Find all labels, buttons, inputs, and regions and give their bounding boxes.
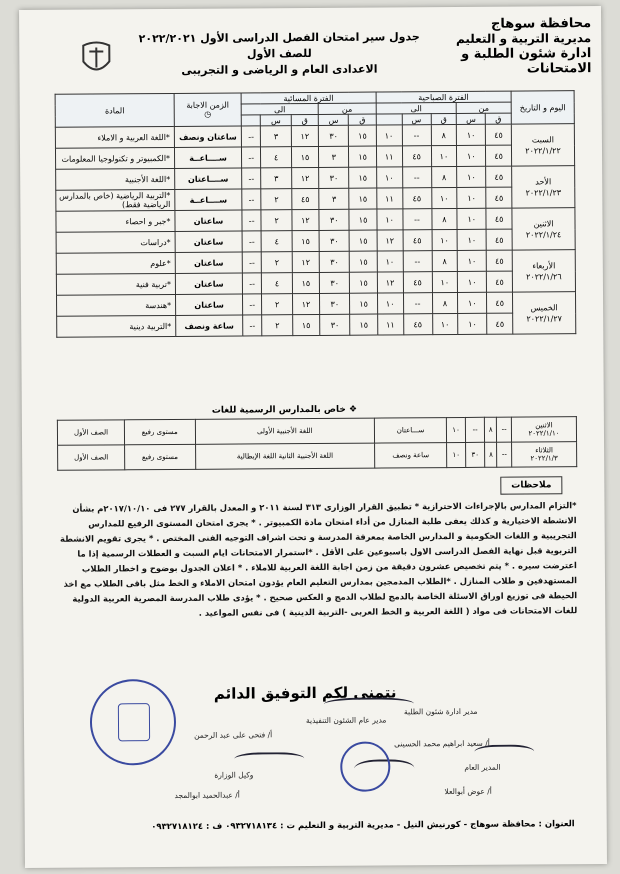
- time-cell: --: [403, 209, 432, 230]
- lang-body: [57, 417, 576, 471]
- governorate-name: محافظة سوهاج: [490, 16, 592, 32]
- handwritten-signature: [474, 744, 534, 762]
- subject-cell: *تربية فنية: [56, 273, 175, 295]
- header-morning: الفترة الصباحية: [376, 91, 511, 103]
- time-cell: ١٠: [457, 187, 486, 208]
- time-cell: --: [242, 294, 262, 315]
- time-cell: ١٥: [292, 314, 319, 335]
- time-cell: ١٠: [457, 166, 486, 187]
- duration-cell: ساعة ونصف: [176, 315, 243, 336]
- lang-grade: الصف الأول: [58, 445, 125, 470]
- time-cell: ٤٥: [403, 272, 432, 293]
- time-cell: ١٠: [431, 145, 457, 166]
- time-cell: ١٠: [457, 124, 486, 145]
- title-line-2: الاعدادى العام و الرياضى و التجريبى: [181, 62, 378, 77]
- time-cell: --: [242, 189, 262, 210]
- time-cell: ١٠: [376, 125, 402, 146]
- duration-cell: ساعتان: [175, 252, 242, 273]
- header-s: س: [457, 113, 486, 124]
- header-subject: المادة: [55, 93, 174, 127]
- lang-time-cell: ٨: [485, 442, 497, 467]
- time-cell: ١١: [376, 188, 402, 209]
- header-morning-to: الى: [376, 102, 457, 114]
- duration-cell: ســــاعتان: [175, 168, 242, 189]
- time-cell: ٣: [261, 168, 292, 189]
- time-cell: ٣٠: [319, 272, 350, 293]
- subject-cell: *اللغة الأجنبية: [56, 168, 175, 190]
- time-cell: ١٢: [292, 251, 319, 272]
- lang-subject: اللغة الأجنبية الثانية اللغة الإيطالية: [195, 443, 375, 469]
- lang-day-date: [511, 417, 576, 442]
- lang-duration: ساعة ونصف: [375, 443, 447, 469]
- header-q: ق: [349, 114, 376, 125]
- lang-time-cell: ١٠: [447, 442, 466, 467]
- signature-title-4: وكيل الوزارة: [214, 770, 254, 780]
- official-seal-icon: [340, 741, 390, 791]
- day-date-cell: [512, 292, 575, 334]
- footer-address: العنوان : محافظة سوهاج - كورنيش النيل - مديرية التربية و التعليم ت : ٠٩٣٢٧١٨١٣٤ ف : ٠٩٣٢٧١٨١٢٤: [151, 819, 575, 833]
- time-cell: ٤٥: [486, 208, 512, 229]
- time-cell: ٨: [431, 124, 457, 145]
- time-cell: ١٠: [377, 209, 403, 230]
- header-day-date: اليوم و التاريخ: [511, 91, 574, 124]
- time-cell: --: [242, 168, 262, 189]
- time-cell: ٢: [261, 189, 292, 210]
- duration-cell: ساعتان ونصف: [174, 126, 241, 147]
- time-cell: ٣: [261, 126, 292, 147]
- time-cell: --: [403, 293, 432, 314]
- time-cell: ١٠: [458, 271, 487, 292]
- bullet-icon: ❖: [348, 404, 358, 415]
- time-cell: ٤٥: [403, 314, 432, 335]
- time-cell: ٤: [261, 147, 292, 168]
- day-name: السبت: [531, 134, 554, 144]
- lang-row: [57, 417, 576, 446]
- duration-cell: ساعتان: [175, 210, 242, 231]
- time-cell: ٤٥: [486, 124, 512, 145]
- header-morning-from: من: [456, 102, 511, 113]
- time-cell: ٤٥: [486, 166, 512, 187]
- notes-text: *التزام المدارس بالإجراءات الاحترازية * تطبيق القرار الوزارى ٣١٣ لسنة ٢٠١١ و المعدل بالقرار ٢٧٧ فى ٢٠١٧/١٠/١٠م بشأن الانشطة الاختيارية و كذلك يعفى طلبة المنازل من أداء امتحان مادة الكمبيوتر . * يجرى امتحان المستوى الرفيع للمدارس التجريبية و اللغات الحكومية و المدارس الخاصة بمعرفة المدرسة و تحت اشراف التوجيه الفنى المختص . * يجرى تقويم الانشطة التربوية قبل نهاية الفصل الدراسى الاول باسبوعين على الأقل . *استمرار الامتحانات ايام السبت و العطلات الرسمية إذا ما اعترضت سيره . * يتم تخصيص عشرون دقيقة من زمن اجابة اللغة العربية للاملاء . * اعلان الجدول بوضوح و اخطار الطلاب المستهدفين و طلاب المنازل . *الطلاب المدمجين بمدارس التعليم العام يؤدون امتحان الاملاء و الخط مثل باقى الطلاب مع اخذ الحيطة فى توزيع اوراق الاسئلة الخاصة بالدمج لطلاب الدمج و العكس صحيح . * يؤدى طلاب المدرسة المصرية العربية الدولية للغات الامتحانات فى مواد ( اللغة العربية و الخط العربى -التربية الدينية ) فى نفس المواعيد .: [59, 500, 578, 618]
- time-cell: ١٠: [457, 208, 486, 229]
- time-cell: ٤٥: [486, 250, 512, 271]
- time-cell: ٣٠: [319, 209, 350, 230]
- time-cell: ١٥: [292, 272, 319, 293]
- signature-name-3: أ/ عبدالحميد ابوالمجد: [174, 790, 240, 800]
- exam-date: ٢٠٢٢/١/٢٦: [526, 271, 562, 282]
- exam-schedule-table: [55, 90, 577, 338]
- time-cell: ٢: [262, 315, 293, 336]
- time-cell: ١٠: [457, 229, 486, 250]
- subject-cell: *علوم: [56, 252, 175, 274]
- time-cell: ١٠: [431, 187, 457, 208]
- time-cell: ١١: [377, 314, 403, 335]
- time-cell: ١٥: [350, 251, 377, 272]
- time-cell: ١٢: [292, 293, 319, 314]
- lang-time-cell: --: [466, 417, 485, 442]
- time-cell: --: [242, 231, 262, 252]
- time-cell: ٤٥: [486, 187, 512, 208]
- time-cell: ١٥: [350, 293, 377, 314]
- time-cell: ١٢: [377, 272, 403, 293]
- time-cell: ٣٠: [319, 230, 350, 251]
- time-cell: ١٥: [349, 146, 376, 167]
- subject-cell: *جبر و احصاء: [56, 210, 175, 232]
- time-cell: ٨: [432, 250, 458, 271]
- lang-level: مستوى رفيع: [125, 444, 196, 469]
- time-cell: ٣٠: [319, 167, 350, 188]
- signature-title-3: المدير العام: [464, 762, 501, 772]
- header-s: س: [318, 114, 349, 125]
- exam-date: ٢٠٢٢/١/٢٢: [525, 145, 561, 156]
- exam-schedule-document: [19, 6, 607, 868]
- time-cell: ١٠: [458, 313, 487, 334]
- header-blank: [241, 115, 260, 126]
- time-cell: ١٥: [349, 209, 376, 230]
- time-cell: ٤٥: [292, 188, 319, 209]
- time-cell: ٨: [432, 292, 458, 313]
- handwritten-signature: [324, 697, 414, 714]
- lang-section-text: خاص بالمدارس الرسمية للغات: [211, 404, 346, 416]
- time-cell: ١٢: [292, 209, 319, 230]
- handwritten-signature: [234, 752, 304, 768]
- lang-time-cell: ٣٠: [466, 442, 485, 467]
- subject-cell: *التربية دينية: [57, 315, 176, 337]
- time-cell: ٤٥: [403, 230, 432, 251]
- time-cell: ٣٠: [319, 251, 350, 272]
- time-cell: ٤٥: [487, 313, 513, 334]
- lang-level: مستوى رفيع: [124, 419, 195, 444]
- time-cell: ٤: [261, 231, 292, 252]
- time-cell: ٣٠: [320, 293, 351, 314]
- time-cell: --: [242, 252, 262, 273]
- time-cell: ١٠: [432, 313, 458, 334]
- time-cell: ١٢: [291, 167, 318, 188]
- exam-date: ٢٠٢٢/١/٢٧: [526, 313, 562, 324]
- lang-time-cell: ١٠: [446, 417, 465, 442]
- day-name: الأحد: [535, 176, 552, 186]
- document-title: [129, 29, 429, 79]
- day-date-cell: [512, 250, 575, 292]
- header-s: س: [261, 115, 292, 126]
- signature-name-4: أ/ فتحى على عبد الرحمن: [194, 730, 273, 740]
- lang-time-cell: --: [497, 417, 512, 442]
- time-cell: ١٠: [432, 271, 458, 292]
- duration-cell: ساعتان: [176, 294, 243, 315]
- time-cell: ٢: [262, 252, 293, 273]
- time-cell: ١٥: [349, 167, 376, 188]
- clock-icon: ◷: [204, 109, 212, 119]
- time-cell: ٤٥: [487, 292, 513, 313]
- subject-cell: *هندسة: [57, 294, 176, 316]
- ministry-logo-icon: [79, 39, 113, 79]
- time-cell: ١١: [376, 146, 402, 167]
- lang-section-title: [212, 405, 357, 416]
- schedule-body: [55, 124, 575, 338]
- signature-name-2: أ/ عوض أبوالعلا: [444, 786, 492, 797]
- time-cell: ١٠: [457, 250, 486, 271]
- time-cell: ١٠: [376, 167, 402, 188]
- time-cell: --: [241, 126, 261, 147]
- time-cell: ١٢: [377, 230, 403, 251]
- time-cell: --: [243, 315, 263, 336]
- subject-cell: *دراسات: [56, 231, 175, 253]
- time-cell: ٤٥: [487, 271, 513, 292]
- header-q: ق: [291, 114, 318, 125]
- time-cell: --: [242, 273, 262, 294]
- time-cell: ٣: [318, 146, 349, 167]
- notes-label: ملاحظات: [500, 476, 562, 494]
- time-cell: --: [402, 167, 431, 188]
- day-date-cell: [512, 208, 575, 250]
- time-cell: ١٥: [350, 272, 377, 293]
- header-q: ق: [431, 113, 457, 124]
- duration-label: الزمن الاجابة: [186, 100, 230, 110]
- lang-time-cell: --: [497, 442, 512, 467]
- header-s: س: [402, 114, 431, 125]
- lang-day-date: [512, 442, 577, 467]
- time-cell: ١٥: [349, 125, 376, 146]
- time-cell: ١٠: [377, 251, 403, 272]
- time-cell: ٣٠: [318, 125, 349, 146]
- header-evening-from: من: [318, 103, 376, 114]
- subject-cell: *الكمبيوتر و تكنولوجيا المعلومات: [55, 147, 174, 169]
- time-cell: ٣٠: [320, 314, 351, 335]
- administration-name: ادارة شئون الطلبة و الامتحانات: [461, 46, 592, 77]
- header-blank: [376, 114, 402, 125]
- lang-date: ٢٠٢٢/١/١٠: [528, 429, 560, 438]
- title-line-1: جدول سير امتحان الفصل الدراسى الأول ٢٠٢٢/٢٠٢١ للصف الأول: [138, 30, 420, 61]
- lang-subject: اللغة الأجنبية الأولى: [195, 418, 375, 444]
- time-cell: ١٥: [292, 230, 319, 251]
- time-cell: ٢: [261, 210, 292, 231]
- duration-cell: ساعتان: [175, 273, 242, 294]
- time-cell: --: [403, 251, 432, 272]
- time-cell: ٣: [319, 188, 350, 209]
- lang-duration: ســـاعتان: [374, 418, 446, 444]
- duration-cell: ســــاعــة: [174, 147, 241, 168]
- time-cell: ٨: [431, 166, 457, 187]
- exam-date: ٢٠٢٢/١/٢٣: [525, 187, 562, 198]
- day-name: الخميس: [530, 302, 558, 312]
- time-cell: ١٥: [350, 314, 377, 335]
- duration-cell: ساعتان: [175, 231, 242, 252]
- time-cell: ١٠: [377, 293, 403, 314]
- duration-cell: ســــاعــة: [175, 189, 242, 210]
- day-name: الاثنين: [533, 218, 554, 228]
- header-duration: [174, 93, 241, 126]
- lang-time-cell: ٨: [485, 417, 497, 442]
- signature-title-2: مدير ادارة شئون الطلبة: [403, 706, 478, 717]
- lang-row: [58, 442, 577, 471]
- day-date-cell: [511, 124, 574, 166]
- header-q: ق: [485, 113, 511, 124]
- day-name: الأربعاء: [532, 260, 556, 270]
- time-cell: ١٠: [458, 292, 487, 313]
- header-evening: الفترة المسائية: [241, 92, 376, 104]
- header-block: [421, 16, 591, 77]
- time-cell: ٨: [431, 208, 457, 229]
- time-cell: --: [241, 147, 261, 168]
- official-seal-icon: [90, 679, 177, 766]
- time-cell: ٤٥: [486, 145, 512, 166]
- time-cell: ٤٥: [402, 188, 431, 209]
- lang-day: الاثنين: [535, 421, 553, 430]
- time-cell: ٤: [262, 273, 293, 294]
- time-cell: --: [242, 210, 262, 231]
- time-cell: ١٥: [291, 146, 318, 167]
- subject-cell: *اللغة العربية و الاملاء: [55, 126, 174, 148]
- time-cell: --: [402, 125, 431, 146]
- time-cell: ١٥: [350, 230, 377, 251]
- lang-schools-table: [57, 416, 577, 471]
- time-cell: ١٢: [291, 125, 318, 146]
- table-row: [57, 313, 576, 338]
- header-evening-to: الى: [241, 103, 318, 115]
- time-cell: ٢: [262, 294, 293, 315]
- time-cell: ٤٥: [402, 146, 431, 167]
- time-cell: ١٠: [432, 229, 458, 250]
- lang-grade: الصف الأول: [57, 420, 124, 445]
- lang-day: الثلاثاء: [535, 446, 554, 455]
- signature-title-1: مدير عام الشئون التنفيذية: [305, 715, 387, 726]
- time-cell: ١٥: [349, 188, 376, 209]
- subject-cell: *التربية الرياضية (خاص بالمدارس الرياضية فقط): [56, 189, 175, 211]
- day-date-cell: [512, 166, 575, 208]
- lang-date: ٢٠٢٢/١/٣: [530, 454, 558, 463]
- time-cell: ١٠: [457, 145, 486, 166]
- closing-wish: نتمنى لكم التوفيق الدائم: [213, 683, 397, 703]
- exam-date: ٢٠٢٢/١/٢٤: [525, 229, 562, 240]
- signature-name-1: أ/ سعيد ابراهيم محمد الحسينى: [394, 738, 490, 749]
- time-cell: ٤٥: [486, 229, 512, 250]
- directorate-name: مديرية التربية و التعليم: [455, 31, 592, 46]
